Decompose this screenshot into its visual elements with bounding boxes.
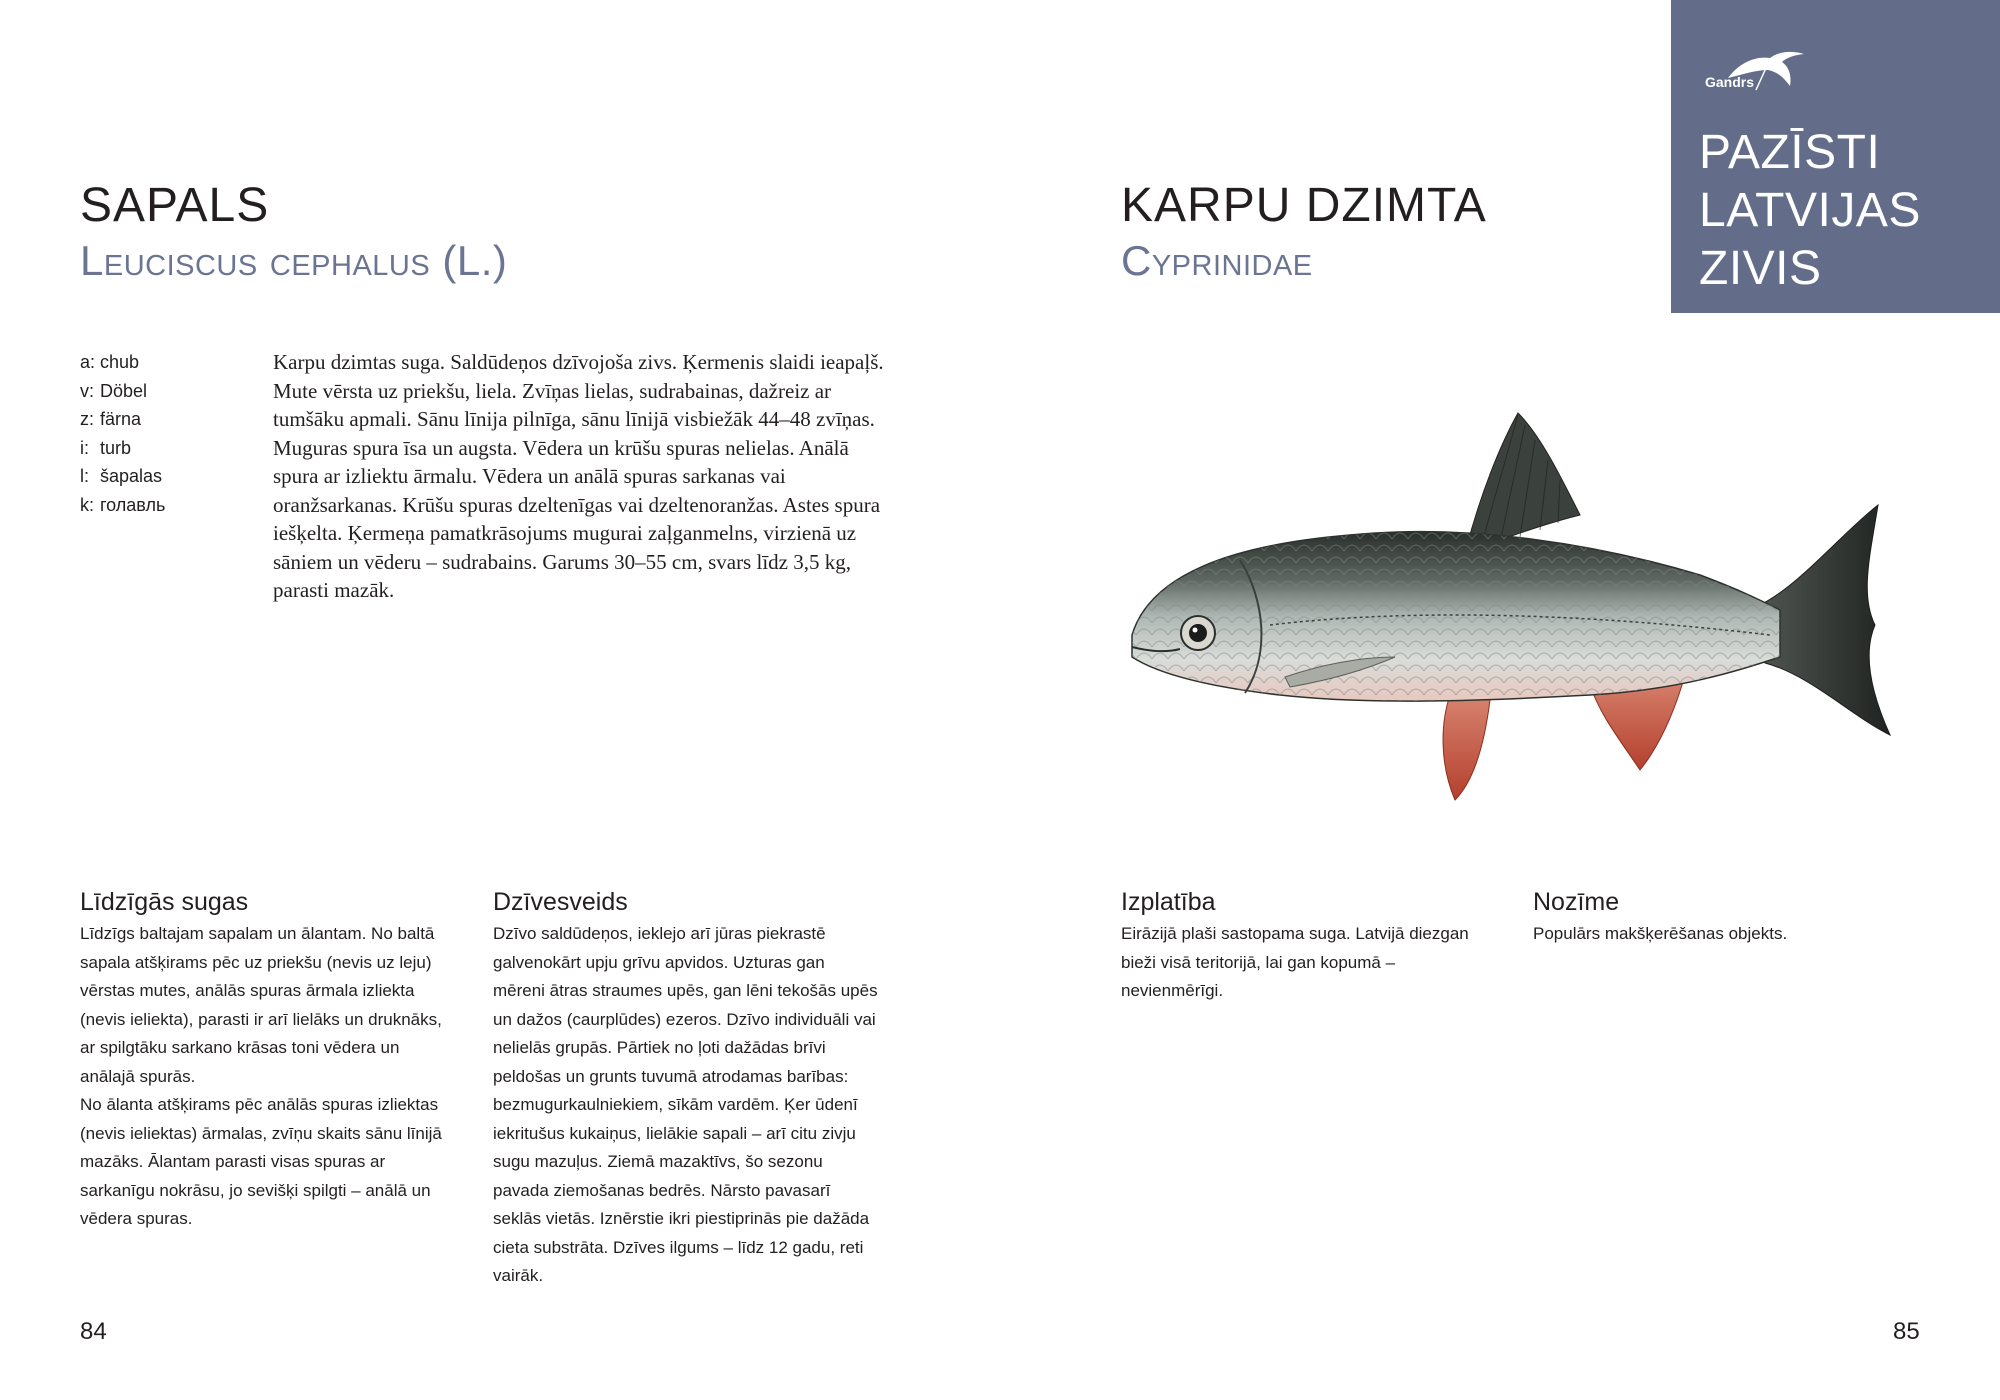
foreign-name-row: a: chub [80, 352, 140, 372]
family-heading [1121, 178, 1487, 285]
lifestyle-heading: Dzīvesveids [493, 888, 628, 916]
species-description: Karpu dzimtas suga. Saldūdeņos dzīvojoša zivs. Ķermenis slaidi ieapaļš. Mute vērsta uz priekšu, liela. Zvīņas lielas, sudrabainas, dažreiz ar tumšāku apmali. Sānu līnija pilnīga, sānu līnijā visbiežāk 44–48 zvīņas. Muguras spura īsa un augsta. Vēdera un krūšu spuras nelielas. Anālā spura ar izliektu ārmalu. Vēdera un anālā spuras sarkanas vai oranžsarkanas. Krūšu spuras dzeltenīgas vai dzeltenoranžas. Astes spura iešķelta. Ķermeņa pamatkrāsojums mugurai zaļganmelns, virzienā uz sāniem un vēderu – sudrabains. Garums 30–55 cm, svars līdz 3,5 kg, parasti mazāk. [273, 350, 884, 602]
importance-text: Populārs makšķerēšanas objekts. [1533, 924, 1788, 943]
similar-species-paragraph: Līdzīgs baltajam sapalam un ālantam. No baltā sapala atšķirams pēc uz priekšu (nevis uz leju) vērstas mutes, anālās spuras ārmala izliekta (nevis ieliekta), parasti ir arī lielāks un druknāks, ar spilgtāku sarkano krāsas toni vēdera un anālajā spurās. [80, 924, 442, 1086]
distribution-section [1121, 888, 1501, 1006]
foreign-name-row: l: šapalas [80, 466, 163, 486]
foreign-names-list [80, 348, 165, 519]
foreign-name-row: k: голавль [80, 494, 166, 515]
badge-title-line: PAZĪSTI [1699, 126, 1881, 179]
badge-logo-text: Gandrs [1705, 74, 1755, 90]
page-number-left: 84 [80, 1318, 107, 1345]
similar-species-heading: Līdzīgās sugas [80, 888, 249, 916]
badge-title-line: ZIVIS [1699, 242, 1822, 295]
family-latin-name: Cyprinidae [1121, 237, 1313, 284]
species-latin-name: Leuciscus cephalus (L.) [80, 237, 508, 284]
lifestyle-text: Dzīvo saldūdeņos, ieklejo arī jūras piekrastē galvenokārt upju grīvu apvidos. Uzturas gan mēreni ātras straumes upēs, gan lēni tekošās upēs un dažos (caurplūdes) ezeros. Dzīvo individuāli vai nelielās grupās. Pārtiek no ļoti dažādas brīvi peldošas un grunts tuvumā atrodamas barības: bezmugurkaulniekiem, sīkām vardēm. Ķer ūdenī iekritušus kukaiņus, lielākie sapali – arī citu zivju sugu mazuļus. Ziemā mazaktīvs, šo sezonu pavada ziemošanas bedrēs. Nārsto pavasarī seklās vietās. Iznērstie ikri piestiprinās pie dažāda cieta substrāta. Dzīves ilgums – līdz 12 gadu, reti vairāk. [493, 924, 878, 1285]
foreign-name-row: i: turb [80, 437, 132, 458]
badge-title-line: LATVIJAS [1699, 184, 1921, 237]
chub-fish-illustration [1120, 395, 1920, 835]
foreign-name-row: v: Döbel [80, 380, 148, 401]
importance-section [1533, 888, 1913, 949]
similar-species-section [80, 888, 452, 1234]
distribution-text: Eirāzijā plaši sastopama suga. Latvijā diezgan bieži visā teritorijā, lai gan kopumā – nevienmērīgi. [1121, 924, 1469, 1000]
badge-title [1699, 124, 1921, 298]
series-badge [1671, 0, 2000, 313]
importance-heading: Nozīme [1533, 888, 1620, 916]
similar-species-paragraph: No ālanta atšķirams pēc anālās spuras izliektas (nevis ieliektas) ārmalas, zvīņu skaits sānu līnijā mazāks. Ālantam parasti visas spuras ar sarkanīgu nokrāsu, jo sevišķi spilgti – anālā un vēdera spuras. [80, 1095, 442, 1228]
distribution-heading: Izplatība [1121, 888, 1216, 916]
page-number-right: 85 [1893, 1318, 1920, 1345]
family-name: KARPU DZIMTA [1121, 179, 1487, 232]
species-name: SAPALS [80, 179, 270, 232]
species-heading [80, 178, 507, 285]
lifestyle-section [493, 888, 879, 1291]
foreign-name-row: z: färna [80, 409, 142, 429]
